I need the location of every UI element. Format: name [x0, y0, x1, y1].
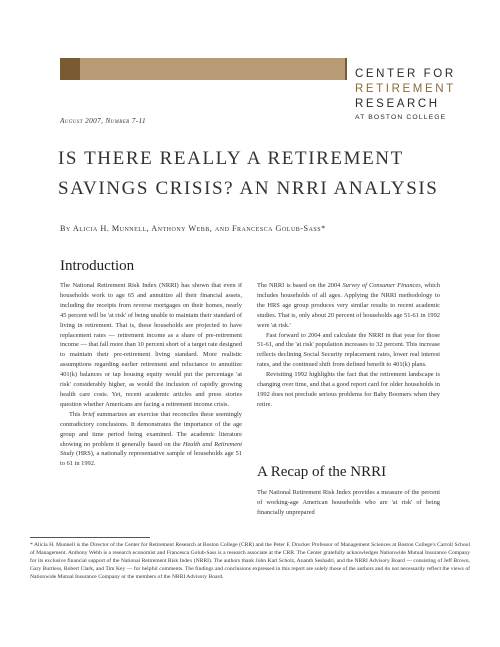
col2-p1-text-b: , which includes households of all ages. Applying the NRRI methodology to the HRS age group produces very similar results to recent academic studies. That is, only about 20 percent of households age 51-61 in 1992 were 'at risk.' [257, 282, 440, 329]
recap-column [257, 488, 440, 518]
col2-paragraph-3: Revisiting 1992 highlights the fact that the retirement landscape is changing over time, and that a good report card for older households in 1992 does not preclude serious problems for Baby Boomers when they retire. [257, 371, 440, 408]
intro-paragraph-2 [60, 410, 242, 469]
p2-text-b: summarizes an exercise that reconciles these seemingly contradictory conclusions. It demonstrates the importance of the age group and time period being examined. The academic literature showing no problem it generally based on the [60, 410, 242, 448]
byline: By Alicia H. Munnell, Anthony Webb, and Francesca Golub-Sass* [60, 224, 326, 233]
section-heading-introduction: Introduction [60, 258, 135, 274]
issue-date: August 2007, Number 7-11 [60, 117, 147, 125]
col2-p1-italic-scf: Survey of Consumer Finances [342, 282, 421, 289]
header-bar-divider [345, 58, 347, 80]
title-line2: SAVINGS CRISIS? AN NRRI ANALYSIS [58, 178, 439, 199]
org-name-line4: AT BOSTON COLLEGE [355, 114, 447, 121]
p2-italic-brief: brief [82, 410, 95, 418]
col2-paragraph-2: Fast forward to 2004 and calculate the NRRI in that year for those 51-61, and the 'at risk' population increases to 32 percent. This increase reflects declining Social Security replacement rates, lower real interest rates, and the continued shift from defined benefit to 401(k) plans. [257, 331, 440, 369]
right-column [257, 281, 440, 410]
p2-italic-hrs: Health and Retirement Study [60, 440, 242, 458]
intro-paragraph-1: The National Retirement Risk Index (NRRI) has shown that even if households work to age 65 and annuitize all their financial assets, including the receipts from reverse mortgages on their homes, nearly 45 percent will be 'at risk' of being unable to maintain their standard of living in retirement. That is, these households are projected to have replacement rates — retirement income as a share of pre-retirement income — that fall more than 10 percent short of a target rate designed to maintain their pre-retirement living standard. More realistic assumptions regarding earlier retirement and reluctance to annuitize 401(k) balances or tap housing equity would put the percentage 'at risk' considerably higher, as would the inclusion of rapidly growing health care costs. Yet, recent academic articles and press stories question whether Americans are facing a retirement income crisis. [60, 282, 242, 408]
left-column [60, 281, 242, 469]
title-line1: IS THERE REALLY A RETIREMENT [58, 148, 404, 169]
org-name-line1: CENTER FOR [355, 68, 456, 80]
section-heading-recap: A Recap of the NRRI [257, 464, 387, 480]
footnote: * Alicia H. Munnell is the Director of the Center for Retirement Research at Boston College (CRR) and the Peter F. Drucker Professor of Management Sciences at Boston College's Carroll School of Management. Anthony Webb is a research economist and Francesca Golub-Sass is a research associate at the CRR. The Center gratefully acknowledges Nationwide Mutual Insurance Company for its exclusive financial support of the National Retirement Risk Index (NRRI). The authors thank John Karl Scholz, Ananth Seshadri, and the NRRI Advisory Board — consisting of Jeff Brown, Gary Burtless, Robert Clark, and Tim Key — for helpful comments. The findings and conclusions expressed in this report are solely those of the authors and do not necessarily reflect the views of Nationwide Mutual Insurance Company or the members of the NRRI Advisory Board. [30, 542, 470, 581]
footnote-rule [30, 537, 150, 538]
org-name-line3: RESEARCH [355, 98, 440, 110]
p2-text-c: (HRS), a nationally representative sample of households age 51 to 61 in 1992. [60, 450, 242, 468]
logo-bar-dark [60, 58, 80, 80]
col2-p1-text-a: The NRRI is based on the 2004 [257, 282, 343, 289]
col2-paragraph-1 [257, 281, 440, 331]
recap-paragraph-1: The National Retirement Risk Index provides a measure of the percent of working-age American households who are 'at risk' of being financially unprepared [257, 489, 440, 516]
header-bar-light [80, 58, 345, 80]
org-name-line2: RETIREMENT [355, 83, 456, 95]
p2-text-a: This [69, 410, 83, 418]
